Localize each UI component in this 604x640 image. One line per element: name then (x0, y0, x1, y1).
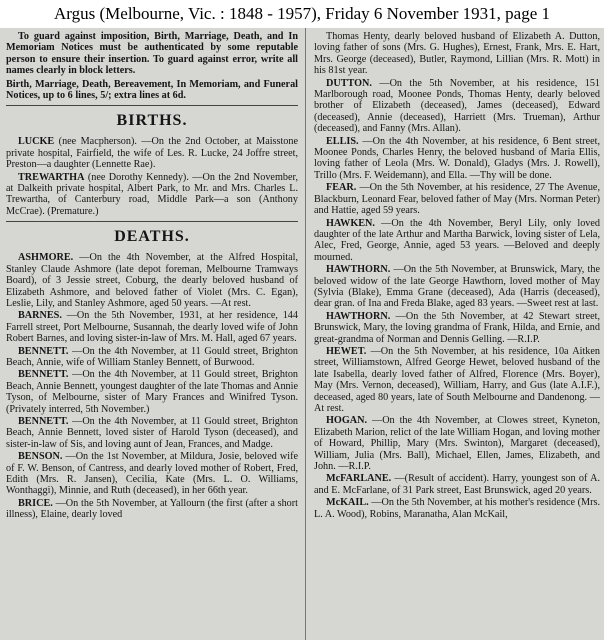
entry-name: McKAIL. (326, 497, 369, 509)
section-rule (6, 105, 298, 106)
entry-text: —On the 5th November, at Brunswick, Mary, the beloved widow of the late George Hawthorn, loved mother of May (Sylvia (Blake), Emma Grane (deceased), Ada (Harris (deceased), dear gran. of Ina and Freda Blake, aged 83 years. —Sweet rest at last. (314, 264, 600, 310)
entry-text: Thomas Henty, dearly beloved husband of Elizabeth A. Dutton, loving father of sons (Mrs. G. Hughes), Ernest, Frank, Mrs. E. Hart, Mrs. George (deceased), Butler, Raymond, Lillian (Mrs. R. Mott) in his 81st year. (314, 31, 600, 77)
entry-text: —On the 4th November, at 11 Gould street, Brighton Beach, Annie, wife of William Stanley Bennett, of Burwood. (6, 345, 298, 368)
entry-text: (nee Dorothy Kennedy). —On the 2nd November, at Dalkeith private hospital, Albert Park, to Mr. and Mrs. Charles L. Trewartha, of Canterbury road, Middle Park—a son (Anthony McCrae). (Premature.) (6, 171, 298, 217)
notice-entry (6, 369, 298, 415)
entry-text: —On the 5th November, at his mother's residence (Mrs. L. A. Wood), Robins, Maranatha, Alan McKail, (314, 497, 600, 520)
deaths-heading: DEATHS. (114, 228, 190, 246)
entry-name: ELLIS. (326, 135, 359, 147)
page-header-title: Argus (Melbourne, Vic. : 1848 - 1957), Friday 6 November 1931, page 1 (54, 4, 550, 23)
entry-text: —On the 1st November, at Mildura, Josie, beloved wife of F. W. Benson, of Cantress, and dearly loved mother of Robert, Fred, Edith (Mrs. R. Jansen), Cecilia, Kate (Mrs. L. O. Williams, Wonthaggi), Minnie, and Ruth (deceased), in her 66th year. (6, 451, 298, 497)
entry-name: HOGAN. (326, 415, 368, 427)
entry-name: TREWARTHA (18, 171, 85, 183)
notice-entry (314, 311, 600, 345)
notice-entry (6, 416, 298, 450)
entry-text: —On the 5th November, at his residence, 10a Aitken street, Williamstown, Alfred George Hewet, beloved husband of the late Isabella, dearly loved father of Alfred, Florence (Mrs. Boyer), May (Mrs. Vernon, deceased), William, Harry, and Gus (late A.I.F.), deceased, aged 80 years, late of South Melbourne and Dandenong. —At rest. (314, 345, 600, 414)
left-column (6, 31, 298, 640)
notice-entry (314, 346, 600, 414)
entry-name: BENNETT. (18, 369, 69, 381)
notice-entry (314, 31, 600, 77)
entry-text: —On the 4th November, at Clowes street, Kyneton, Elizabeth Marion, relict of the late William Hogan, and loving mother of Howard, Phillip, Mary (Mrs. Swinton), Margaret (deceased), William, Julia (Mrs. Ball), Michael, Ellen, James, Elizabeth, and John. —R.I.P. (314, 415, 600, 473)
entry-name: BENSON. (18, 451, 63, 463)
notice-entry (6, 451, 298, 497)
column-divider (305, 28, 306, 640)
notice-entry (6, 498, 298, 521)
notice-entry (314, 497, 600, 520)
notice-entry (314, 218, 600, 264)
notice-pricing: Birth, Marriage, Death, Bereavement, In Memoriam, and Funeral Notices, up to 6 lines, 5/; extra lines at 6d. (6, 78, 298, 102)
entry-name: McFARLANE. (326, 473, 392, 485)
entry-text: —On the 5th November, 1931, at her residence, 144 Farrell street, Port Melbourne, Susannah, the dearly loved wife of John Robert Barnes, and loving sister-in-law of Mrs. M. Hall, aged 67 years. (6, 310, 298, 345)
entry-name: BRICE. (18, 497, 53, 509)
births-list (6, 136, 298, 217)
section-rule (6, 221, 298, 222)
notice-entry (6, 310, 298, 344)
entry-text: —On the 5th November, at 42 Stewart street, Brunswick, Mary, the loving grandma of Frank, Hilda, and Ernie, and great-grandma of Norman and Dennis Gelling. —R.I.P. (314, 310, 600, 345)
notice-authentication: To guard against imposition, Birth, Marriage, Death, and In Memoriam Notices must be authenticated by some reputable person to ensure their insertion. To guard against error, write all names clearly in block letters. (6, 31, 298, 77)
entry-text: —On the 5th November, at Yallourn (the first (after a short illness), Elaine, dearly loved (6, 497, 298, 521)
notice-entry (6, 136, 298, 170)
entry-text: —On the 4th November, at 11 Gould street, Brighton Beach, Annie Bennett, loved sister of Harold Tyson (deceased), and sister-in-law of Sis, and loving aunt of Jean, Frances, and Madge. (6, 415, 298, 450)
entry-text: —On the 4th November, Beryl Lily, only loved daughter of the late Arthur and Martha Barwick, loving sister of Lela, Alec, Fred, George, Annie, aged 53 years. —Beloved and deeply mourned. (314, 217, 600, 263)
entry-name: BENNETT. (18, 415, 69, 427)
notice-entry (314, 78, 600, 135)
entry-name: BARNES. (18, 310, 62, 322)
entry-name: LUCKE (18, 136, 55, 148)
entry-name: HAWTHORN. (326, 310, 391, 322)
entry-text: —(Result of accident). Harry, youngest son of A. and E. McFarlane, of 31 Park street, East Brunswick, aged 20 years. (314, 473, 600, 496)
deaths-list (6, 252, 298, 520)
right-deaths-list (314, 31, 600, 520)
entry-name: HAWTHORN. (326, 264, 391, 276)
entry-name: DUTTON. (326, 77, 372, 89)
births-heading: BIRTHS. (116, 112, 188, 130)
right-column (314, 31, 600, 640)
entry-name: BENNETT. (18, 345, 69, 357)
entry-text: —On the 4th November, at the Alfred Hospital, Stanley Claude Ashmore (late depot foreman, Melbourne Tramways Board), of 3 Jessie street, Coburg, the dearly beloved husband of Elizabeth Ashmore, and beloved father of Violet (Mrs. C. Egan), Leslie, Lily, and Stanley Ashmore, aged 50 years. —At rest. (6, 252, 298, 309)
newspaper-clipping (0, 28, 604, 640)
entry-name: ASHMORE. (18, 252, 74, 264)
entry-name: HEWET. (326, 345, 367, 357)
notice-entry (6, 172, 298, 218)
notice-entry (314, 136, 600, 182)
entry-name: HAWKEN. (326, 217, 375, 229)
notice-entry (314, 182, 600, 216)
notice-entry (314, 264, 600, 310)
notice-entry (314, 415, 600, 472)
notice-entry (6, 346, 298, 369)
entry-text: (nee Macpherson). —On the 2nd October, at Maisstone private hospital, Fairfield, the wife of Les. R. Lucke, 24 Joffre street, Preston—a daughter (Lennette Rae). (6, 136, 298, 171)
entry-text: —On the 4th November, at 11 Gould street, Brighton Beach, Annie Bennett, youngest daughter of the late Thomas and Annie Tyson, of Melbourne, sister of Mary Frances and Winifred Tyson. (Privately interred, 5th November.) (6, 369, 298, 415)
entry-text: —On the 5th November, at his residence, 27 The Avenue, Blackburn, Leonard Fear, beloved father of May (Mrs. Norman Peter) and Hattie, aged 59 years. (314, 182, 600, 217)
notice-entry (6, 252, 298, 309)
notice-entry (314, 473, 600, 496)
entry-text: —On the 4th November, at his residence, 6 Bent street, Moonee Ponds, Charles Henry, the beloved husband of Maria Ellis, loving father of Leola (Mrs. W. Donald), Gladys (Mrs. J. Rowell), Trillo (Mrs. F. Weidemann), and Ella. —Thy will be done. (314, 135, 600, 181)
entry-text: —On the 5th November, at his residence, 151 Marlborough road, Moonee Ponds, Thomas Henty, dearly beloved brother of Elizabeth (deceased), James (deceased), Edward (deceased), Annie (deceased), Harriett (Mrs. Trueman), Arthur (deceased), and Fanny (Mrs. Allan). (314, 77, 600, 135)
entry-name: FEAR. (326, 182, 357, 194)
